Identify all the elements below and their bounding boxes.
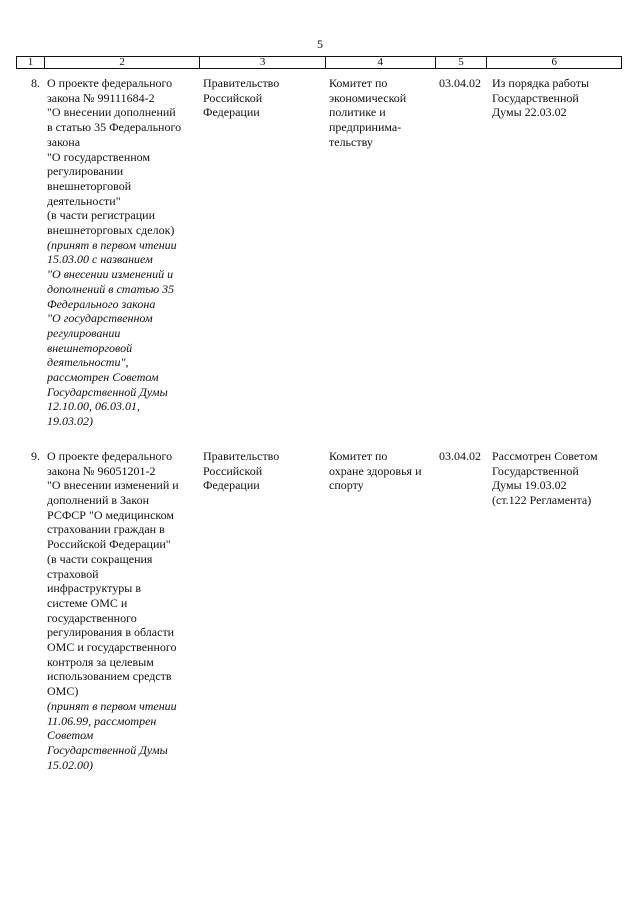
column-header-3: 3 <box>200 57 326 68</box>
initiator-line: Российской <box>203 463 263 478</box>
note-line: Государственной <box>492 463 579 478</box>
bill-title-line: дополнений в Закон <box>47 492 150 507</box>
committee-line: предпринима- <box>329 120 402 135</box>
bill-title-line: "О внесении изменений и <box>47 267 174 282</box>
bill-title-line: 19.03.02) <box>47 414 93 429</box>
bill-title-line: регулировании <box>47 164 124 179</box>
initiator-line: Правительство <box>203 76 280 90</box>
bill-title-line: Государственной Думы <box>47 384 168 399</box>
table-body <box>16 76 622 772</box>
initiator-line: Российской <box>203 90 263 105</box>
note-line: Думы 22.03.02 <box>492 105 567 120</box>
bill-title-line: "О государственном <box>47 149 151 164</box>
bill-title-line: 12.10.00, 06.03.01, <box>47 399 140 414</box>
bill-title-line: закона № 99111684-2 <box>47 90 155 105</box>
table-row <box>16 76 622 429</box>
bill-title-line: страховой <box>47 566 99 581</box>
bill-title-line: Федерального закона <box>47 296 156 311</box>
bill-title-line: О проекте федерального <box>47 448 173 463</box>
column-header-6: 6 <box>551 56 557 68</box>
committee-line: охране здоровья и <box>329 463 422 478</box>
committee-cell <box>326 449 436 772</box>
committee-line: тельству <box>329 134 373 149</box>
note-cell <box>488 449 622 772</box>
bill-title-line: рассмотрен Советом <box>47 370 159 385</box>
committee-cell <box>326 76 436 429</box>
bill-title-line: закона <box>47 134 81 149</box>
bill-title-line: внешнеторговых сделок) <box>47 223 175 238</box>
note-line: Государственной <box>492 90 579 105</box>
initiator-line: Федерации <box>203 478 260 493</box>
bill-title-line: регулировании <box>47 325 121 340</box>
bill-title-line: 15.03.00 с названием <box>47 252 153 267</box>
page-number: 5 <box>317 37 323 51</box>
initiator-line: Федерации <box>203 105 260 120</box>
note-line: Рассмотрен Советом <box>492 448 598 463</box>
committee-line: спорту <box>329 478 364 493</box>
date-cell: 03.04.02 <box>439 448 481 463</box>
column-header-5: 5 <box>436 57 488 68</box>
initiator-cell <box>200 449 326 772</box>
column-header-2: 2 <box>45 57 200 68</box>
bill-title-line: закона № 96051201-2 <box>47 463 156 478</box>
bill-title-line: (принят в первом чтении <box>47 698 177 713</box>
note-line: Из порядка работы <box>492 76 590 90</box>
initiator-cell <box>200 76 326 429</box>
bill-title-line: "О государственном <box>47 311 153 326</box>
bill-title-line: Государственной Думы <box>47 742 168 757</box>
committee-line: Комитет по <box>329 76 388 90</box>
bill-title-cell <box>44 76 200 429</box>
committee-line: политике и <box>329 105 386 120</box>
bill-title-line: деятельности" <box>47 193 121 208</box>
committee-line: экономической <box>329 90 407 105</box>
bill-title-line: государственного <box>47 610 137 625</box>
note-line: (ст.122 Регламента) <box>492 492 592 507</box>
bill-title-line: внешнеторговой <box>47 340 133 355</box>
bill-title-line: системе ОМС и <box>47 595 128 610</box>
bill-title-line: дополнений в статью 35 <box>47 281 175 296</box>
bill-title-cell <box>44 449 200 772</box>
bill-title-line: Советом <box>47 728 94 743</box>
bill-title-line: ОМС) <box>47 684 79 699</box>
bill-title-line: (принят в первом чтении <box>47 237 177 252</box>
table-header <box>16 56 622 69</box>
note-cell <box>488 76 622 429</box>
bill-title-line: регулирования в области <box>47 625 175 640</box>
bill-title-line: в статью 35 Федерального <box>47 120 182 135</box>
item-number: 9. <box>31 448 40 463</box>
bill-title-line: (в части регистрации <box>47 208 155 223</box>
bill-title-line: (в части сокращения <box>47 551 153 566</box>
table-row <box>16 449 622 772</box>
bill-title-line: Российской Федерации" <box>47 537 171 552</box>
bill-title-line: "О внесении изменений и <box>47 478 179 493</box>
bill-title-line: ОМС и государственного <box>47 640 177 655</box>
bill-title-line: внешнеторговой <box>47 178 132 193</box>
bill-title-line: РСФСР "О медицинском <box>47 507 175 522</box>
committee-line: Комитет по <box>329 448 388 463</box>
bill-title-line: 15.02.00) <box>47 757 93 772</box>
bill-title-line: "О внесении дополнений <box>47 105 176 120</box>
bill-title-line: страховании граждан в <box>47 522 165 537</box>
initiator-line: Правительство <box>203 448 280 463</box>
column-header-4: 4 <box>326 57 436 68</box>
bill-title-line: использованием средств <box>47 669 172 684</box>
date-cell: 03.04.02 <box>439 76 481 90</box>
bill-title-line: деятельности", <box>47 355 129 370</box>
bill-title-line: 11.06.99, рассмотрен <box>47 713 157 728</box>
note-line: Думы 19.03.02 <box>492 478 567 493</box>
bill-title-line: О проекте федерального <box>47 76 173 90</box>
item-number: 8. <box>31 76 40 90</box>
column-header-1: 1 <box>17 57 45 68</box>
bill-title-line: контроля за целевым <box>47 654 154 669</box>
bill-title-line: инфраструктуры в <box>47 581 141 596</box>
